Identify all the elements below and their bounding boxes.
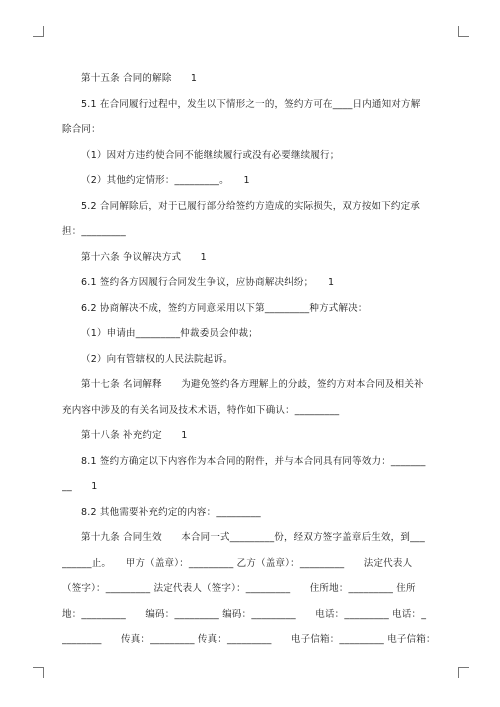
article-19-line-3: （签字）：_________ 法定代表人（签字）：_________ 住所地：_________ 住所 [62, 583, 416, 594]
article-19-line-4: 地：_________ 编码：_________ 编码：_________ 电话：_________ 电话：_ [62, 608, 427, 620]
corner-mark-bottom-right [458, 667, 469, 678]
article-19-line-2: ______止。 甲方（盖章）：_________ 乙方（盖章）：_________ 法定代表人 [62, 557, 413, 569]
clause-6-2: 6.2 协商解决不成，签约方同意采用以下第_________种方式解决： [81, 302, 368, 314]
article-16-heading: 第十六条 争议解决方式 1 [81, 251, 207, 263]
clause-6-1: 6.1 签约各方因履行合同发生争议，应协商解决纠纷； 1 [81, 277, 335, 288]
clause-5-1-line-2: 除合同： [62, 124, 101, 135]
article-17-line-2: 充内容中涉及的有关名词及技术术语，特作如下确认：_________ [62, 404, 340, 416]
clause-8-1-line-1: 8.1 签约方确定以下内容作为本合同的附件，并与本合同具有同等效力：_______ [81, 455, 426, 467]
clause-8-2: 8.2 其他需要补充约定的内容：_________ [81, 506, 261, 518]
article-19-line-1: 第十九条 合同生效 本合同一式_________份，经双方签字盖章后生效，到___ [81, 532, 425, 543]
article-19-line-5: ________ 传真：_________ 传真：_________ 电子信箱：_________ 电子信箱： [62, 634, 436, 645]
clause-5-2-line-1: 5.2 合同解除后，对于已履行部分给签约方造成的实际损失，双方按如下约定承 [81, 200, 421, 212]
article-18-heading: 第十八条 补充约定 1 [81, 430, 188, 441]
clause-5-1-line-1: 5.1 在合同履行过程中，发生以下情形之一的，签约方可在____日内通知对方解 [81, 98, 421, 110]
corner-mark-bottom-left [33, 667, 44, 678]
clause-5-1-item-1: （1）因对方违约使合同不能继续履行或没有必要继续履行； [81, 149, 340, 161]
clause-8-1-line-2: __ 1 [62, 481, 98, 492]
document-body [62, 66, 442, 653]
clause-5-1-item-2: （2）其他约定情形：_________。 1 [81, 175, 250, 186]
clause-5-2-line-2: 担：_________ [62, 226, 126, 237]
clause-6-2-item-1: （1）申请由_________仲裁委员会仲裁； [81, 328, 258, 339]
clause-6-2-item-2: （2）向有管辖权的人民法院起诉。 [81, 353, 233, 365]
article-17-line-1: 第十七条 名词解释 为避免签约各方理解上的分歧，签约方对本合同及相关补 [81, 379, 424, 390]
article-15-heading: 第十五条 合同的解除 1 [81, 73, 198, 84]
corner-mark-top-right [458, 26, 469, 37]
corner-mark-top-left [33, 26, 44, 37]
